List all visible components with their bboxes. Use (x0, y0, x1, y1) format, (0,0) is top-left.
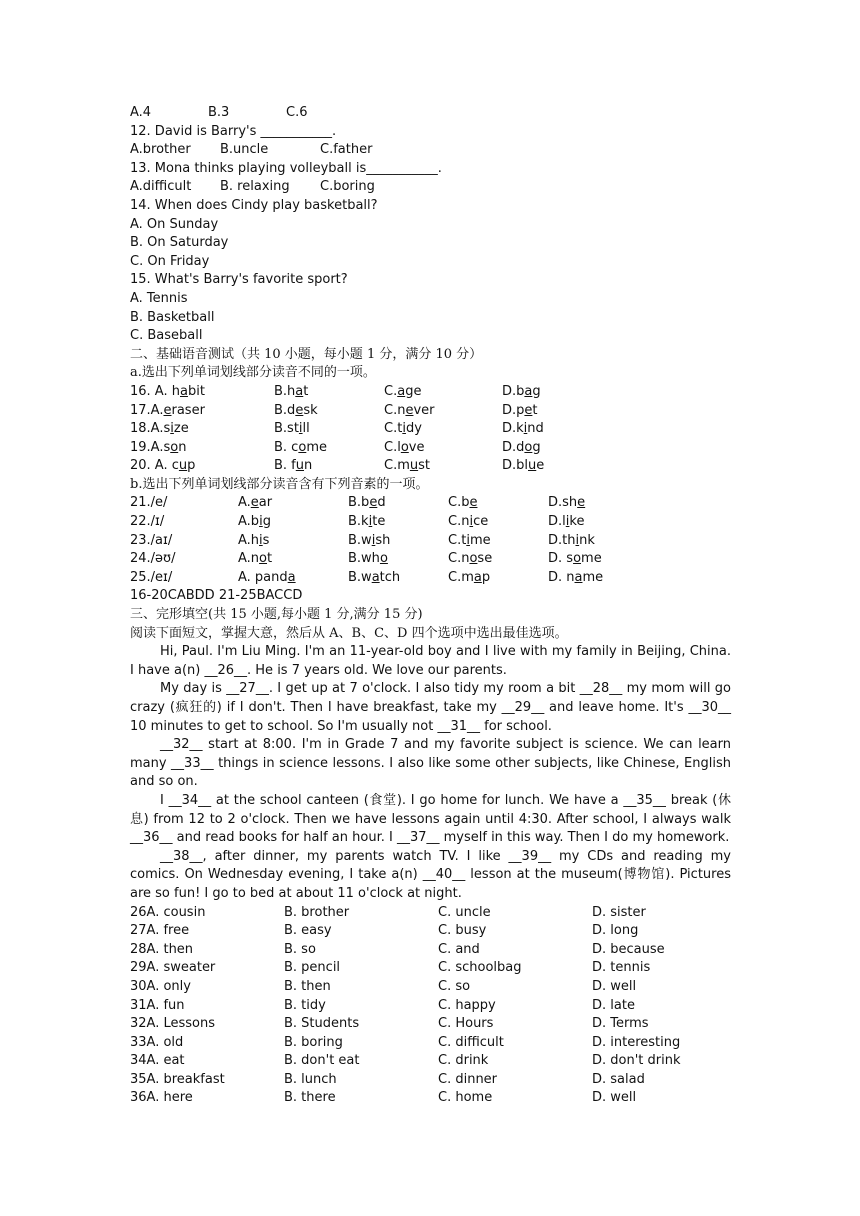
cloze-option: D. salad (592, 1071, 645, 1087)
underlined-letter: i (523, 421, 528, 437)
phonics-option: B.watch (348, 569, 448, 588)
cloze-option: D. late (592, 997, 635, 1013)
option: A. On Sunday (130, 216, 219, 232)
cloze-option: C. happy (438, 997, 496, 1013)
phonics-option: C.age (384, 383, 502, 402)
cloze-option: 35A. breakfast (130, 1071, 225, 1087)
phonics-option: A.his (238, 532, 348, 551)
cloze-option-row (130, 1089, 731, 1108)
underlined-letter: e (250, 495, 259, 511)
underlined-letter: a (397, 383, 406, 399)
underlined-letter: i (371, 532, 376, 548)
underlined-letter: o (400, 439, 409, 455)
cloze-option: B. brother (284, 904, 350, 920)
cloze-option-row (130, 904, 731, 923)
phonics-option: D.think (548, 532, 731, 551)
option: A.brother (130, 142, 191, 158)
phonics-row (130, 513, 731, 532)
phonics-option: C.nice (448, 513, 548, 532)
phonics-option: B.wish (348, 532, 448, 551)
phonics-option: B.still (274, 420, 384, 439)
phonics-option: 22./ɪ/ (130, 514, 165, 530)
cloze-option: D. well (592, 1090, 637, 1106)
cloze-option-row (130, 1052, 731, 1071)
section-3-instruction: 阅读下面短文，掌握大意，然后从 A、B、C、D 四个选项中选出最佳选项。 (130, 625, 568, 641)
option: A.difficult (130, 179, 192, 195)
cloze-option: C. schoolbag (438, 960, 522, 976)
underlined-letter: o (170, 439, 179, 455)
cloze-option: B. lunch (284, 1071, 337, 1087)
cloze-option-row (130, 997, 731, 1016)
option: C. On Friday (130, 253, 210, 269)
cloze-option: C. drink (438, 1053, 489, 1069)
phonics-option: C.must (384, 457, 502, 476)
option: B.3 (208, 105, 230, 120)
cloze-option-row (130, 1015, 731, 1034)
underlined-letter: e (369, 495, 378, 511)
cloze-option: 29A. sweater (130, 960, 216, 976)
underlined-letter: u (178, 458, 188, 474)
underlined-letter: i (259, 532, 263, 548)
cloze-option: 33A. old (130, 1034, 184, 1050)
option: B. On Saturday (130, 235, 229, 251)
phonics-option: D. some (548, 550, 731, 569)
phonics-option: C.map (448, 569, 548, 588)
underlined-letter: u (295, 458, 305, 474)
underlined-letter: a (574, 569, 583, 585)
phonics-option: D.like (548, 513, 731, 532)
phonics-option: B.hat (274, 383, 384, 402)
phonics-row (130, 383, 731, 402)
phonics-option: A.not (238, 550, 348, 569)
cloze-option: 30A. only (130, 978, 191, 994)
underlined-letter: a (179, 383, 188, 399)
option: C.boring (320, 179, 375, 195)
phonics-row (130, 569, 731, 588)
underlined-letter: i (170, 421, 174, 437)
cloze-option: B. Students (284, 1016, 360, 1032)
cloze-option: D. because (592, 941, 665, 957)
cloze-option: C. and (438, 941, 480, 957)
cloze-option: 34A. eat (130, 1053, 185, 1069)
cloze-option-row (130, 922, 731, 941)
underlined-letter: i (259, 514, 263, 530)
phonics-b-list (130, 494, 731, 587)
phonics-option: 25./eɪ/ (130, 569, 173, 585)
underlined-letter: o (524, 439, 533, 455)
underlined-letter: a (295, 383, 304, 399)
cloze-option: D. don't drink (592, 1053, 681, 1069)
phonics-option: D.pet (502, 402, 731, 421)
underlined-letter: i (469, 514, 474, 530)
cloze-option: C. uncle (438, 904, 491, 920)
q11-options (130, 104, 731, 123)
phonics-option: C.be (448, 494, 548, 513)
underlined-letter: a (287, 569, 296, 585)
underlined-letter: i (402, 421, 406, 437)
underlined-letter: e (577, 495, 586, 511)
underlined-letter: u (528, 458, 537, 474)
phonics-row (130, 420, 731, 439)
phonics-option: D.bag (502, 383, 731, 402)
cloze-option-row (130, 1034, 731, 1053)
cloze-option: C. so (438, 978, 471, 994)
phonics-option: B.kite (348, 513, 448, 532)
cloze-option: B. so (284, 941, 316, 957)
underlined-letter: e (405, 402, 414, 418)
phonics-option: B.desk (274, 402, 384, 421)
phonics-option: 16. A. habit (130, 383, 274, 402)
cloze-option: 31A. fun (130, 997, 185, 1013)
q13-options (130, 178, 731, 197)
phonics-row (130, 457, 731, 476)
cloze-option-row (130, 941, 731, 960)
phonics-option: B. come (274, 439, 384, 458)
cloze-option: C. difficult (438, 1034, 504, 1050)
passage-paragraph: __38__, after dinner, my parents watch TV. I like __39__ my CDs and reading my comics. On Wednesday evening, I take a(n) __40__ lesson at the museum(博物馆). Pictures are so fun! I go to bed at about 11 o'clock at night. (130, 848, 731, 901)
cloze-option: 26A. cousin (130, 904, 206, 920)
cloze-option: B. tidy (284, 997, 326, 1013)
option: C. Baseball (130, 328, 203, 344)
phonics-option: B. fun (274, 457, 384, 476)
cloze-option: 28A. then (130, 941, 194, 957)
q13-stem: 13. Mona thinks playing volleyball is___________. (130, 160, 442, 176)
phonics-option: D.kind (502, 420, 731, 439)
phonics-row (130, 494, 731, 513)
underlined-letter: i (466, 532, 470, 548)
underlined-letter: i (575, 532, 580, 548)
cloze-option: C. dinner (438, 1071, 498, 1087)
option: A.4 (130, 105, 152, 120)
phonics-a-list (130, 383, 731, 476)
passage-paragraph: I __34__ at the school canteen (食堂). I go home for lunch. We have a __35__ break (休息) from 12 to 2 o'clock. Then we have lessons again until 4:30. After school, I always walk __36__ and read books for half an hour. I __37__ myself in this way. Then I do my homework. (130, 792, 731, 846)
underlined-letter: o (379, 551, 388, 567)
phonics-option: C.love (384, 439, 502, 458)
underlined-letter: e (524, 402, 533, 418)
phonics-option: A.ear (238, 494, 348, 513)
q12-options (130, 141, 731, 160)
cloze-option: C. Hours (438, 1016, 494, 1032)
underlined-letter: a (473, 569, 482, 585)
underlined-letter: i (565, 514, 570, 530)
underlined-letter: o (469, 551, 478, 567)
phonics-row (130, 550, 731, 569)
underlined-letter: i (298, 421, 303, 437)
cloze-option: 32A. Lessons (130, 1016, 215, 1032)
cloze-option: B. don't eat (284, 1053, 360, 1069)
passage-paragraph: Hi, Paul. I'm Liu Ming. I'm an 11-year-old boy and I live with my family in Beijing, China. I have a(n) __26__. He is 7 years old. We love our parents. (130, 644, 731, 678)
cloze-option: D. long (592, 923, 639, 939)
phonics-option: C.time (448, 532, 548, 551)
answer-key: 16-20CABDD 21-25BACCD (130, 588, 303, 604)
cloze-option: C. home (438, 1090, 493, 1106)
phonics-option: 24./əʊ/ (130, 551, 176, 567)
phonics-option: 17.A.eraser (130, 402, 274, 421)
phonics-option: 21./e/ (130, 495, 168, 511)
phonics-option: A.big (238, 513, 348, 532)
section-2-part-a: a.选出下列单词划线部分读音不同的一项。 (130, 365, 376, 381)
phonics-option: C.never (384, 402, 502, 421)
passage-paragraph: __32__ start at 8:00. I'm in Grade 7 and my favorite subject is science. We can learn many __33__ things in science lessons. I also like some other subjects, like Chinese, English and so on. (130, 737, 731, 790)
cloze-option-row (130, 959, 731, 978)
cloze-option: B. pencil (284, 960, 341, 976)
option: C.6 (286, 105, 308, 120)
phonics-row (130, 402, 731, 421)
underlined-letter: o (573, 551, 582, 567)
phonics-option: 20. A. cup (130, 457, 274, 476)
cloze-option: D. interesting (592, 1034, 681, 1050)
phonics-option: B.bed (348, 494, 448, 513)
cloze-option: B. then (284, 978, 331, 994)
cloze-options-list (130, 904, 731, 1109)
phonics-row (130, 439, 731, 458)
phonics-option: 23./aɪ/ (130, 532, 173, 548)
option: A. Tennis (130, 290, 188, 306)
phonics-option: C.tidy (384, 420, 502, 439)
cloze-option: D. sister (592, 904, 646, 920)
cloze-option: B. easy (284, 923, 332, 939)
q15-stem: 15. What's Barry's favorite sport? (130, 272, 348, 288)
cloze-option: D. well (592, 978, 637, 994)
phonics-option: D.dog (502, 439, 731, 458)
phonics-option: 18.A.size (130, 420, 274, 439)
section-2-title: 二、基础语音测试（共 10 小题，每小题 1 分，满分 10 分） (130, 346, 483, 362)
cloze-option: D. tennis (592, 960, 651, 976)
underlined-letter: i (368, 514, 373, 530)
q14-stem: 14. When does Cindy play basketball? (130, 197, 378, 213)
underlined-letter: a (524, 383, 533, 399)
cloze-option: C. busy (438, 923, 487, 939)
underlined-letter: u (409, 458, 419, 474)
underlined-letter: e (469, 495, 478, 511)
phonics-option: C.nose (448, 550, 548, 569)
underlined-letter: e (163, 402, 172, 418)
cloze-option: B. there (284, 1090, 336, 1106)
phonics-option: D.blue (502, 457, 731, 476)
underlined-letter: e (295, 402, 304, 418)
phonics-option: A. panda (238, 569, 348, 588)
underlined-letter: o (259, 551, 268, 567)
cloze-option: D. Terms (592, 1016, 649, 1032)
phonics-option: 19.A.son (130, 439, 274, 458)
underlined-letter: o (298, 439, 307, 455)
underlined-letter: a (371, 569, 380, 585)
phonics-option: B.who (348, 550, 448, 569)
cloze-option: 36A. here (130, 1090, 193, 1106)
exam-page (130, 104, 731, 1108)
cloze-option: B. boring (284, 1034, 343, 1050)
option: B. relaxing (220, 179, 290, 195)
section-2-part-b: b.选出下列单词划线部分读音含有下列音素的一项。 (130, 476, 429, 492)
phonics-option: D. name (548, 569, 731, 588)
option: C.father (320, 142, 373, 158)
phonics-row (130, 532, 731, 551)
cloze-option-row (130, 978, 731, 997)
passage-paragraph: My day is __27__. I get up at 7 o'clock. I also tidy my room a bit __28__ my mom will go crazy (疯狂的) if I don't. Then I have breakfast, take my __29__ and leave home. It's __30__ 10 minutes to get to school. So I'm usually not __31__ for school. (130, 681, 731, 734)
q12-stem: 12. David is Barry's ___________. (130, 123, 337, 139)
phonics-option: D.she (548, 494, 731, 513)
section-3-title: 三、完形填空(共 15 小题,每小题 1 分,满分 15 分) (130, 607, 423, 623)
cloze-option-row (130, 1071, 731, 1090)
cloze-option: 27A. free (130, 923, 190, 939)
option: B. Basketball (130, 309, 215, 325)
option: B.uncle (220, 142, 269, 158)
